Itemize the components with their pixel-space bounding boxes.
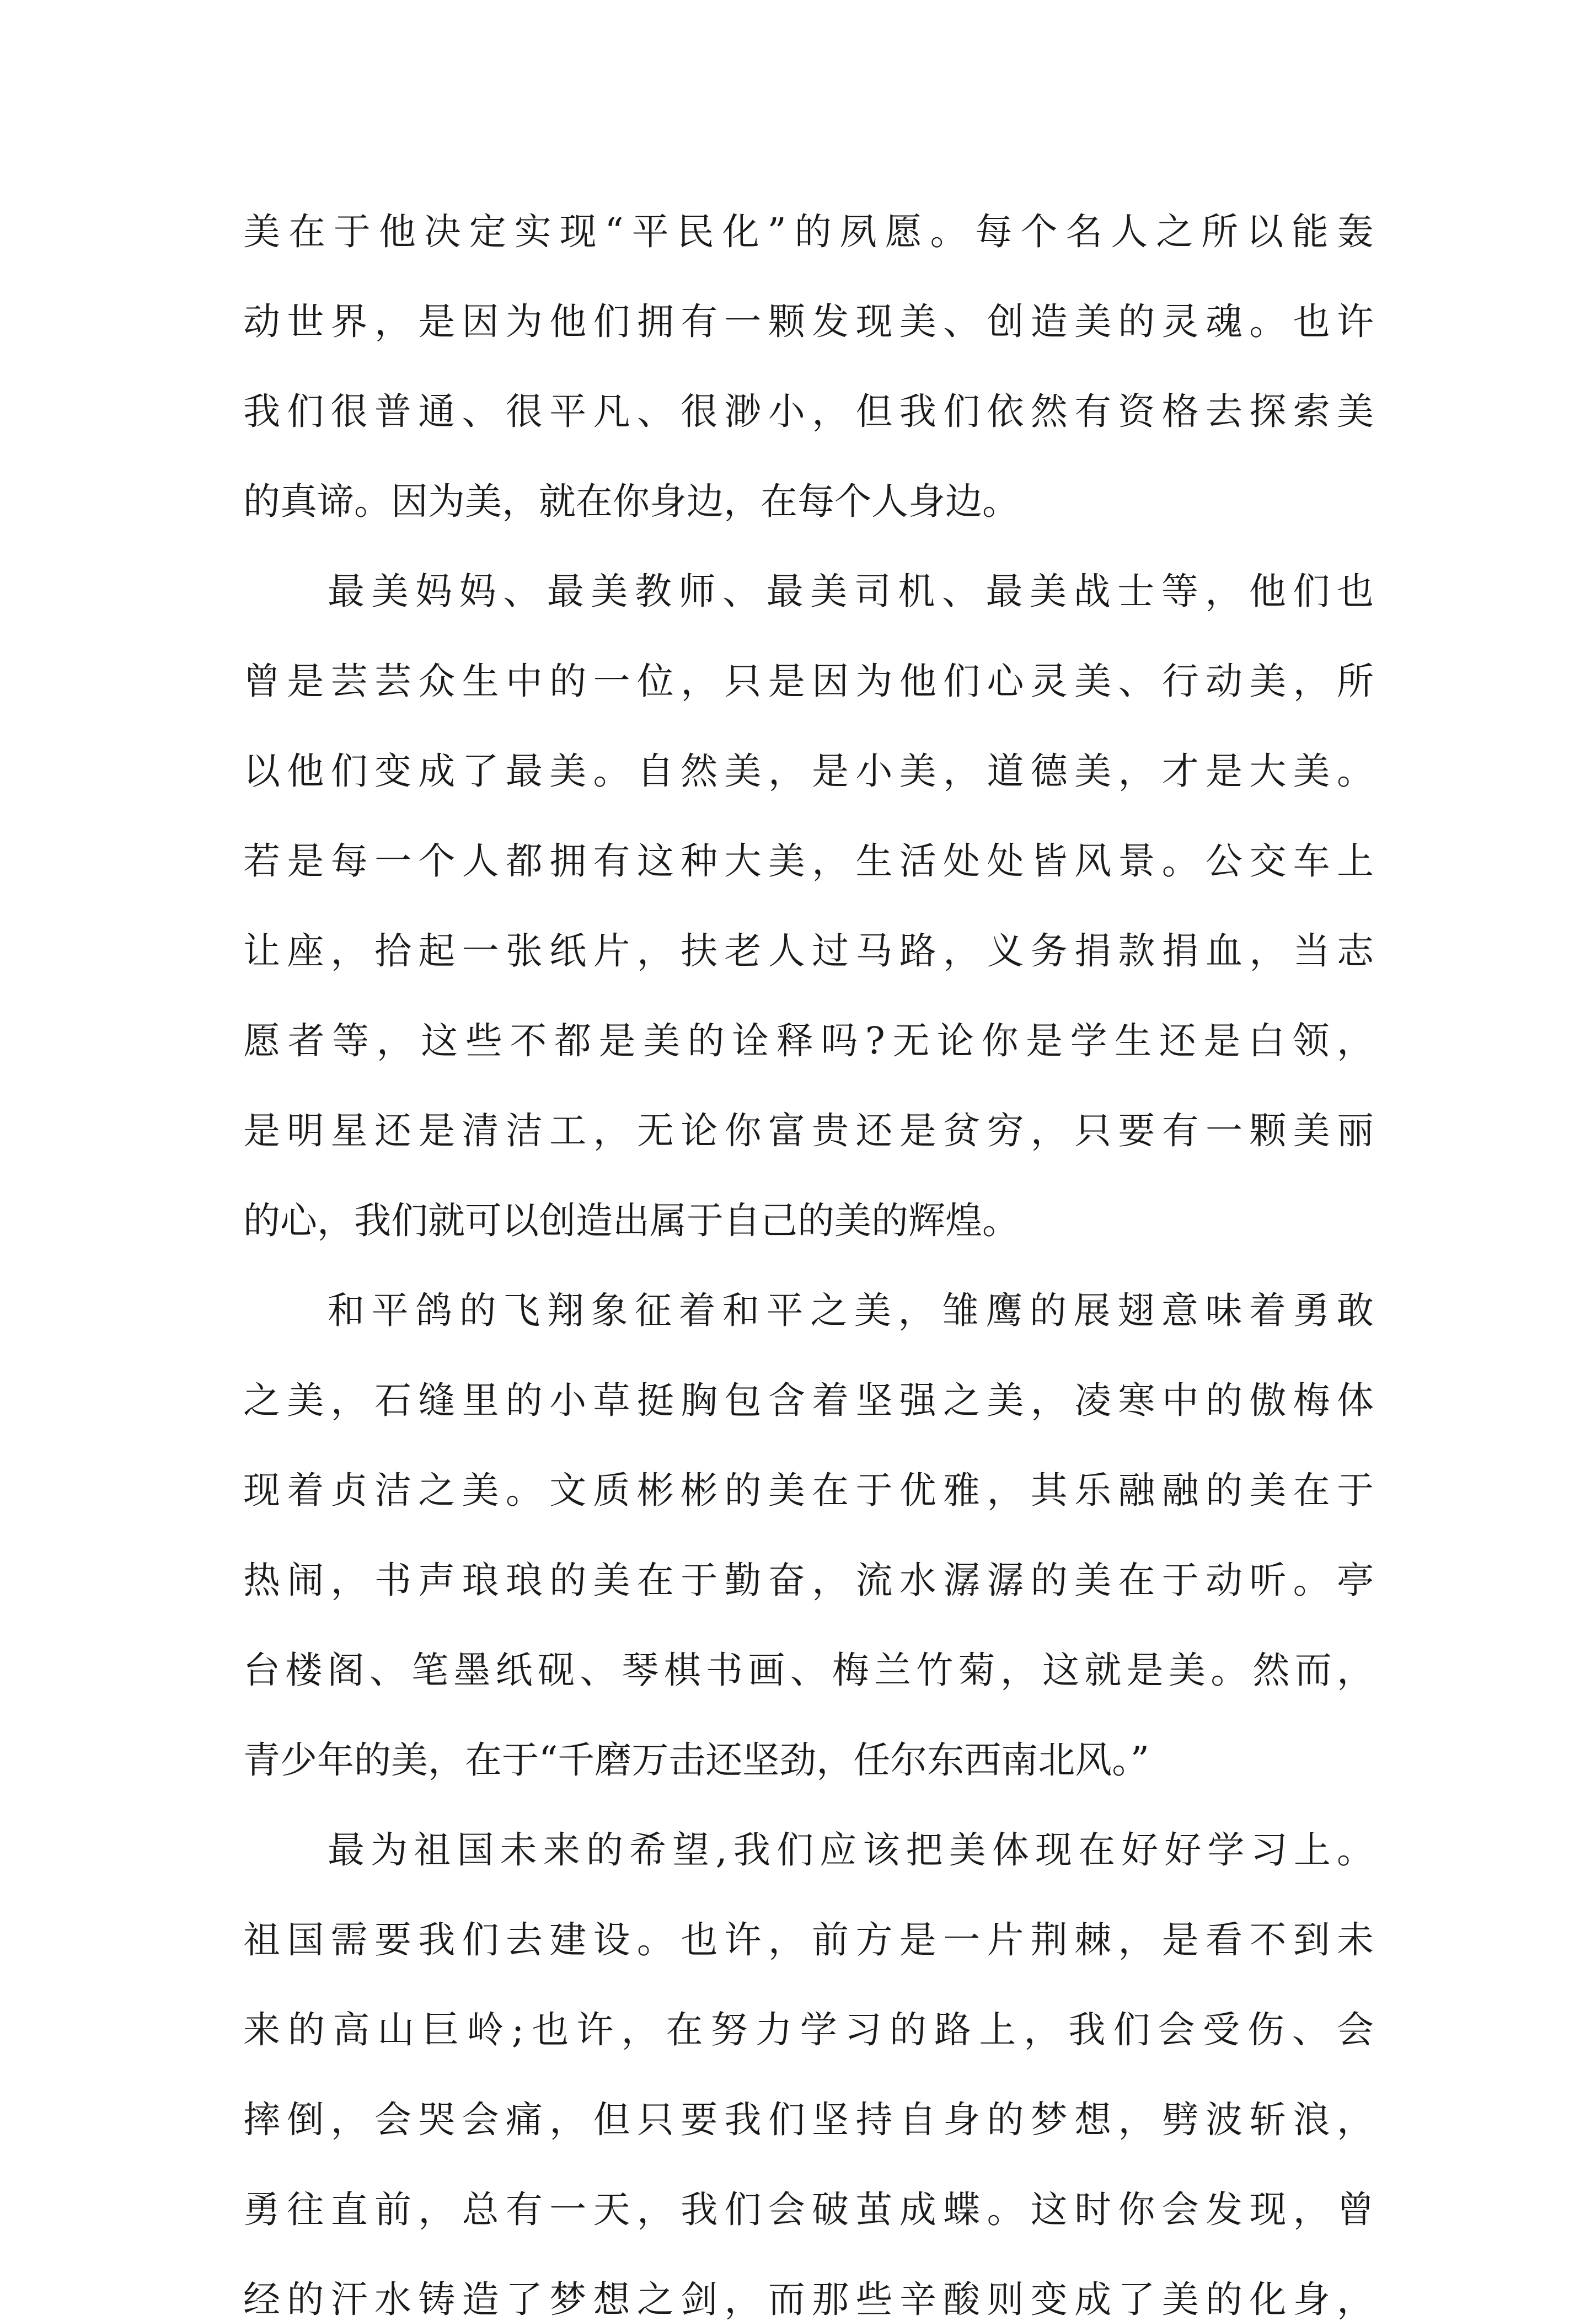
text-line: 来的高山巨岭;也许，在努力学习的路上，我们会受伤、会 [243,2008,1374,2051]
text-line: 若是每一个人都拥有这种大美，生活处处皆风景。公交车上 [243,839,1374,883]
text-line: 愿者等，这些不都是美的诠释吗?无论你是学生还是白领， [243,1019,1374,1062]
text-line: 之美，石缝里的小草挺胸包含着坚强之美，凌寒中的傲梅体 [243,1379,1374,1422]
text-line: 的心，我们就可以创造出属于自己的美的辉煌。 [243,1199,1019,1242]
text-line: 经的汗水铸造了梦想之剑，而那些辛酸则变成了美的化身， [243,2278,1374,2321]
paragraph-first-line: 最美妈妈、最美教师、最美司机、最美战士等，他们也 [328,570,1374,613]
text-line: 热闹，书声琅琅的美在于勤奋，流水潺潺的美在于动听。亭 [243,1559,1374,1602]
text-line: 摔倒，会哭会痛，但只要我们坚持自身的梦想，劈波斩浪， [243,2098,1374,2141]
text-line: 台楼阁、笔墨纸砚、琴棋书画、梅兰竹菊，这就是美。然而， [243,1649,1374,1692]
text-line: 青少年的美，在于“千磨万击还坚劲，任尔东西南北风。” [243,1739,1150,1782]
document-body [243,212,1374,2319]
text-line: 我们很普通、很平凡、很渺小，但我们依然有资格去探索美 [243,390,1374,433]
text-line: 的真谛。因为美，就在你身边，在每个人身边。 [243,480,1019,523]
text-line: 美在于他决定实现“平民化”的夙愿。每个名人之所以能轰 [243,210,1374,253]
text-line: 以他们变成了最美。自然美，是小美，道德美，才是大美。 [243,750,1374,793]
paragraph-first-line: 最为祖国未来的希望,我们应该把美体现在好好学习上。 [328,1828,1374,1871]
text-line: 勇往直前，总有一天，我们会破茧成蝶。这时你会发现，曾 [243,2188,1374,2231]
text-line: 现着贞洁之美。文质彬彬的美在于优雅，其乐融融的美在于 [243,1469,1374,1512]
text-line: 祖国需要我们去建设。也许，前方是一片荆棘，是看不到未 [243,1918,1374,1961]
text-line: 曾是芸芸众生中的一位，只是因为他们心灵美、行动美，所 [243,660,1374,703]
paragraph-first-line: 和平鸽的飞翔象征着和平之美，雏鹰的展翅意味着勇敢 [328,1289,1374,1332]
text-line: 动世界，是因为他们拥有一颗发现美、创造美的灵魂。也许 [243,300,1374,343]
text-line: 是明星还是清洁工，无论你富贵还是贫穷，只要有一颗美丽 [243,1109,1374,1152]
text-line: 让座，拾起一张纸片，扶老人过马路，义务捐款捐血，当志 [243,929,1374,972]
